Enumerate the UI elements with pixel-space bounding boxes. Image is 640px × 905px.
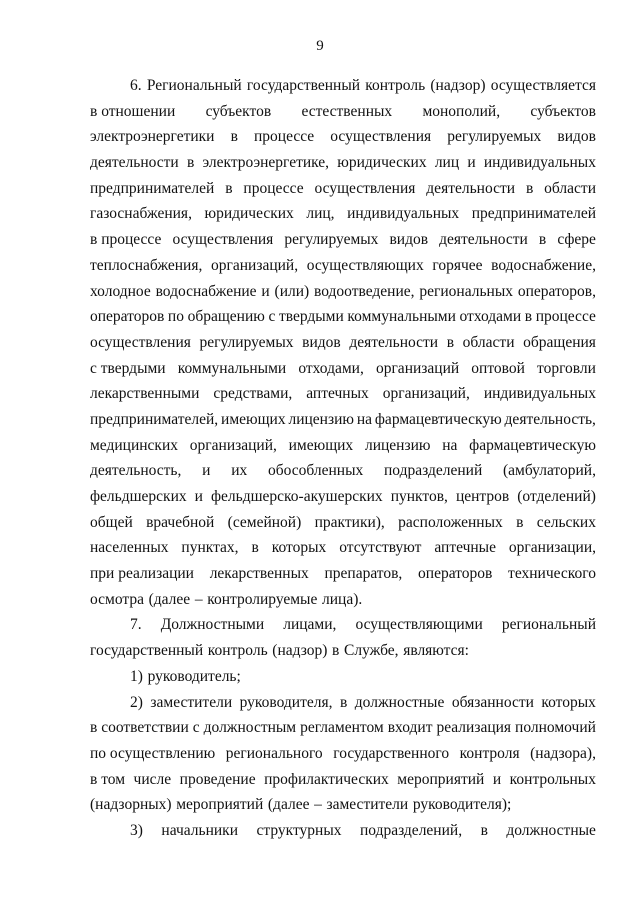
word: контролируемые: [207, 590, 318, 608]
word: коммунальными: [347, 308, 456, 326]
word: подразделений: [384, 462, 483, 480]
word: коммунальными: [177, 359, 287, 377]
word: в отношении: [90, 102, 176, 120]
word: государственный: [246, 77, 361, 94]
text-line: [90, 381, 596, 407]
word: в: [339, 693, 348, 711]
word: обособленных: [267, 462, 364, 480]
word: на: [356, 410, 373, 428]
text-line: [90, 535, 596, 561]
word: начальники: [161, 821, 238, 839]
word: водоснабжение,: [491, 256, 596, 274]
word: субъектов: [205, 102, 272, 120]
word: (надзор): [430, 77, 486, 94]
word: юридических: [204, 205, 294, 223]
word: фармацевтическую: [374, 410, 502, 428]
word: (отделений): [517, 488, 596, 505]
word: с: [192, 719, 200, 737]
word: отходами: [459, 308, 522, 326]
text-line: [90, 253, 596, 279]
word: в: [230, 128, 238, 146]
word: аптечные: [434, 539, 496, 557]
word: медицинских: [90, 436, 179, 454]
word: процессе: [254, 128, 315, 146]
word: деятельности: [439, 231, 528, 249]
word: с твердыми: [90, 359, 166, 377]
text-line: [90, 561, 596, 587]
text-line: [90, 433, 596, 459]
word: профилактических: [264, 770, 389, 788]
text-line: [90, 664, 596, 690]
word: твердыми: [278, 308, 344, 326]
word: субъектов: [530, 102, 596, 120]
word: сфере: [557, 231, 596, 249]
word: видов: [557, 128, 596, 146]
word: в: [480, 821, 488, 839]
word: процессе: [535, 308, 596, 326]
word: лиц: [434, 154, 460, 172]
word: обращению: [187, 308, 265, 326]
word: газоснабжения,: [90, 205, 192, 223]
word: при реализации: [90, 565, 194, 583]
word: операторов: [90, 308, 165, 326]
text-line: [90, 484, 596, 510]
word: отсутствуют: [339, 539, 422, 557]
text-line: [90, 587, 596, 613]
word: аптечных: [306, 385, 369, 403]
word: деятельности: [426, 179, 516, 197]
word: в процессе: [90, 231, 162, 249]
word: и: [467, 154, 476, 172]
word: холодное: [90, 282, 151, 300]
word: заместители: [150, 693, 233, 711]
word: торговли: [537, 359, 596, 377]
word: подразделений,: [359, 821, 463, 839]
word: (семейной): [227, 513, 302, 531]
word: числе: [133, 770, 172, 788]
word: которых: [271, 539, 327, 557]
word: препаратов,: [324, 565, 403, 583]
text-line: [90, 150, 596, 176]
word: лекарственных: [209, 565, 309, 583]
word: заместители: [326, 796, 409, 814]
word: (надзор): [272, 642, 328, 660]
word: деятельность,: [504, 410, 596, 428]
word: лицензию: [288, 410, 354, 428]
text-line: [90, 767, 596, 793]
word: регулируемых: [199, 333, 294, 351]
word: должностным: [203, 719, 297, 737]
word: в том: [90, 770, 126, 788]
word: и: [194, 488, 203, 505]
word: врачебной: [146, 513, 215, 531]
word: осуществляющими: [355, 616, 483, 634]
word: лекарственными: [90, 385, 200, 403]
text-line: [90, 227, 596, 253]
word: организаций,: [382, 385, 470, 403]
word: руководитель;: [147, 667, 241, 685]
word: –: [314, 796, 322, 814]
word: оптовой: [471, 359, 525, 377]
word: регионального: [225, 744, 323, 762]
word: технического: [508, 565, 596, 583]
page-number: 9: [316, 38, 324, 54]
text-line: [90, 510, 596, 536]
word: (амбулаторий,: [503, 462, 596, 480]
word: 3): [130, 821, 143, 839]
word: являются:: [403, 642, 469, 660]
word: области: [544, 179, 596, 197]
word: государственный: [90, 642, 204, 660]
word: пунктах,: [181, 539, 239, 557]
word: фельдшерско-акушерских: [211, 488, 383, 505]
word: регулируемых: [284, 231, 379, 249]
word: средствами,: [213, 385, 293, 403]
text-line: [90, 690, 596, 716]
text-line: [90, 201, 596, 227]
word: электроэнергетике,: [202, 154, 330, 172]
word: населенных: [90, 539, 169, 557]
text-line: [90, 330, 596, 356]
text-line: [90, 715, 596, 741]
word: в соответствии: [90, 719, 189, 737]
text-line: [90, 279, 596, 305]
word: проведение: [179, 770, 256, 788]
word: руководителя);: [412, 796, 512, 814]
word: естественных: [301, 102, 393, 120]
word: пунктов,: [390, 488, 448, 505]
word: в: [225, 179, 233, 197]
word: индивидуальных: [483, 154, 596, 172]
word: государственного: [333, 744, 450, 762]
text-line: [90, 304, 596, 330]
word: в: [251, 539, 259, 557]
word: (далее: [148, 590, 191, 608]
word: осмотра: [90, 590, 144, 608]
word: полномочий: [515, 719, 596, 737]
word: теплоснабжения,: [90, 256, 203, 274]
word: по: [167, 308, 184, 326]
word: руководителя,: [239, 693, 333, 711]
word: операторов,: [517, 282, 596, 300]
word: которых: [541, 693, 596, 711]
word: региональных: [419, 282, 513, 300]
word: осуществления: [172, 231, 274, 249]
text-line: [90, 99, 596, 125]
word: их: [231, 462, 248, 480]
word: фельдшерских: [90, 488, 187, 505]
word: и: [202, 462, 211, 480]
word: юридических: [337, 154, 427, 172]
word: электроэнергетики: [90, 128, 215, 146]
word: процессе: [243, 179, 304, 197]
word: 6.: [130, 77, 142, 94]
word: области: [462, 333, 515, 351]
body-text: [90, 73, 596, 844]
word: в: [516, 513, 524, 531]
word: осуществляющих: [306, 256, 424, 274]
word: организации,: [508, 539, 596, 557]
word: индивидуальных: [483, 385, 596, 403]
word: лиц,: [306, 205, 335, 223]
word: 7.: [130, 616, 142, 634]
word: осуществления: [330, 128, 432, 146]
word: Должностными: [160, 616, 265, 634]
word: водоотведение,: [314, 282, 415, 300]
text-line: [90, 818, 596, 844]
word: 2): [130, 693, 143, 711]
word: монополий,: [422, 102, 501, 120]
word: регламентом: [300, 719, 384, 737]
word: входит: [387, 719, 433, 737]
word: (надзорных): [90, 796, 172, 814]
word: предпринимателей: [471, 205, 596, 223]
word: общей: [90, 513, 133, 531]
word: в: [332, 642, 340, 660]
word: предпринимателей: [90, 179, 215, 197]
word: регулируемых: [447, 128, 542, 146]
text-line: [90, 407, 596, 433]
word: имеющих: [288, 436, 354, 454]
word: на: [442, 436, 458, 454]
word: организаций,: [211, 256, 299, 274]
word: отходами,: [298, 359, 364, 377]
word: расположенных: [398, 513, 503, 531]
word: обязанности: [451, 693, 534, 711]
word: с: [268, 308, 276, 326]
word: структурных: [256, 821, 342, 839]
word: видов: [302, 333, 341, 351]
word: мероприятий: [176, 796, 264, 814]
word: реализация: [436, 719, 512, 737]
word: Региональный: [146, 77, 242, 94]
word: региональный: [501, 616, 596, 634]
word: в: [446, 333, 455, 351]
word: операторов: [418, 565, 493, 583]
text-line: [90, 792, 596, 818]
word: Службе,: [344, 642, 399, 660]
word: и: [261, 282, 270, 300]
word: контроля: [459, 744, 520, 762]
word: должностные: [354, 693, 445, 711]
word: (далее: [267, 796, 310, 814]
word: предпринимателей,: [90, 410, 219, 428]
word: фармацевтическую: [469, 436, 596, 454]
word: лицами,: [283, 616, 337, 634]
word: практики),: [314, 513, 385, 531]
word: в: [524, 308, 533, 326]
word: и: [492, 770, 502, 788]
word: 1): [130, 667, 143, 685]
word: осуществляется: [490, 77, 596, 94]
text-line: [90, 458, 596, 484]
text-line: [90, 638, 596, 664]
word: водоснабжение: [155, 282, 257, 300]
word: контрольных: [509, 770, 596, 788]
word: обращения: [523, 333, 596, 351]
word: мероприятий: [397, 770, 485, 788]
word: деятельности: [90, 154, 179, 172]
text-line: [90, 176, 596, 202]
text-line: [90, 356, 596, 382]
word: контроль: [365, 77, 426, 94]
word: осуществления: [90, 333, 191, 351]
word: индивидуальных: [347, 205, 460, 223]
word: в: [525, 179, 534, 197]
word: организаций: [375, 359, 460, 377]
word: имеющих: [221, 410, 286, 428]
text-line: [90, 741, 596, 767]
word: по осуществлению: [90, 744, 216, 762]
word: центров: [455, 488, 510, 505]
word: деятельность,: [90, 462, 182, 480]
word: горячее: [432, 256, 483, 274]
word: видов: [389, 231, 429, 249]
word: контроль: [207, 642, 268, 660]
word: –: [194, 590, 203, 608]
word: осуществления: [314, 179, 416, 197]
text-line: [90, 73, 596, 99]
word: должностные: [506, 821, 596, 839]
word: лица).: [322, 590, 363, 608]
word: (надзора),: [530, 744, 596, 762]
text-line: [90, 124, 596, 150]
word: (или): [274, 282, 310, 300]
word: организаций,: [189, 436, 277, 454]
word: деятельности: [349, 333, 439, 351]
text-line: [90, 612, 596, 638]
word: лицензию: [364, 436, 431, 454]
word: в: [186, 154, 195, 172]
word: в: [538, 231, 547, 249]
word: сельских: [536, 513, 596, 531]
